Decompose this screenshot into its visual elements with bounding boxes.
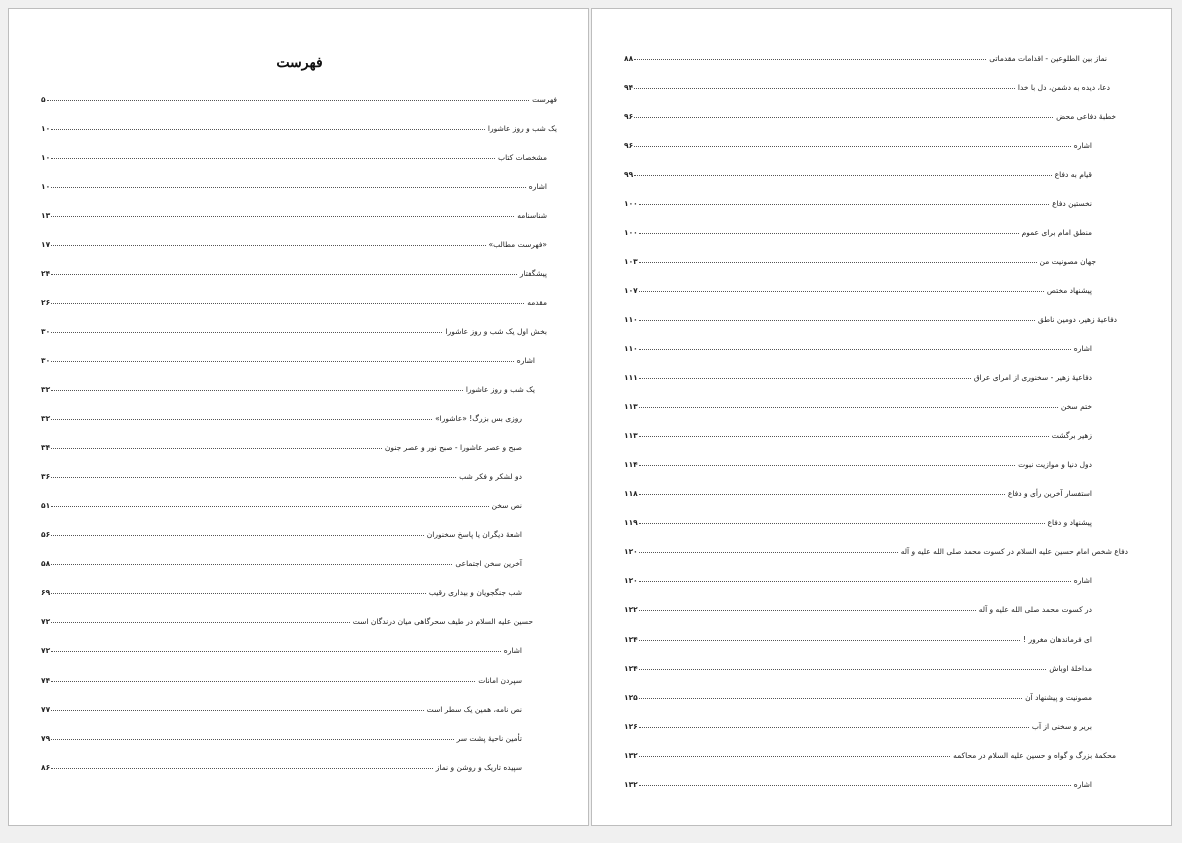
dot-leader xyxy=(639,378,971,379)
toc-entry xyxy=(624,109,1116,123)
dot-leader xyxy=(639,494,1005,495)
toc-entry-page-number: ۹۹ xyxy=(624,169,634,179)
toc-entry-title: سپیده تاریک و روشن و نماز xyxy=(435,762,522,772)
dot-leader xyxy=(639,233,1019,234)
toc-entry xyxy=(624,371,1092,385)
toc-entry-title: اشاره xyxy=(1073,779,1092,789)
dot-leader xyxy=(639,610,976,611)
toc-entry xyxy=(41,92,557,106)
toc-entry-title: نخستین دفاع xyxy=(1052,198,1092,208)
dot-leader xyxy=(639,320,1035,321)
right-page xyxy=(591,8,1172,826)
dot-leader xyxy=(639,640,1020,641)
toc-entry xyxy=(41,586,522,600)
toc-entry-title: یک شب و روز عاشورا xyxy=(487,123,557,133)
toc-entry xyxy=(41,731,522,745)
toc-entry-title: سپردن امانات xyxy=(478,675,522,685)
dot-leader xyxy=(639,756,950,757)
toc-entry xyxy=(624,661,1092,675)
toc-entry-title: اشاره xyxy=(1073,576,1092,586)
dot-leader xyxy=(51,129,485,130)
dot-leader xyxy=(51,419,432,420)
dot-leader xyxy=(51,681,475,682)
toc-entry-page-number: ۱۰۳ xyxy=(624,256,638,266)
dot-leader xyxy=(639,204,1049,205)
dot-leader xyxy=(639,669,1046,670)
toc-entry-page-number: ۱۷ xyxy=(41,239,51,249)
dot-leader xyxy=(51,448,382,449)
toc-entry xyxy=(624,80,1110,94)
toc-entry-page-number: ۵۶ xyxy=(41,530,51,540)
toc-entry-title: تأمین ناحیهٔ پشت سر xyxy=(456,733,522,743)
toc-entry xyxy=(624,196,1092,210)
toc-entry xyxy=(624,138,1092,152)
dot-leader xyxy=(51,710,423,711)
toc-entry-page-number: ۱۰ xyxy=(41,181,51,191)
toc-entry-page-number: ۱۱۹ xyxy=(624,518,638,528)
toc-entry xyxy=(41,644,522,658)
toc-entry-page-number: ۱۲۶ xyxy=(624,721,638,731)
toc-entry-page-number: ۸۶ xyxy=(41,762,51,772)
dot-leader xyxy=(634,59,986,60)
toc-entry-title: دول دنیا و موازیت نبوت xyxy=(1018,460,1092,470)
toc-entry-title: بخش اول یک شب و روز عاشورا xyxy=(445,326,547,336)
dot-leader xyxy=(634,146,1071,147)
toc-entry-title: نص نامه، همین یک سطر است xyxy=(426,704,522,714)
toc-entry-title: اشاره xyxy=(1073,344,1092,353)
page-title: فهرست xyxy=(276,55,323,71)
toc-entry xyxy=(41,353,535,367)
toc-entry xyxy=(41,324,547,338)
toc-entry-title: استفسار آخرین رأی و دفاع xyxy=(1007,489,1092,499)
toc-entry xyxy=(41,208,547,222)
toc-entry xyxy=(41,295,547,309)
toc-entry-title: اشاره xyxy=(528,181,547,191)
toc-entry-title: پیشنهاد مختص xyxy=(1046,285,1092,295)
toc-entry-title: پیشنهاد و دفاع xyxy=(1047,518,1092,528)
toc-entry-page-number: ۱۱۸ xyxy=(624,489,638,499)
dot-leader xyxy=(51,564,452,565)
toc-entry-page-number: ۳۲ xyxy=(41,414,51,424)
toc-entry-title: جهان مصونیت من xyxy=(1039,256,1096,266)
toc-entry xyxy=(624,225,1092,239)
toc-entry xyxy=(624,400,1092,414)
toc-entry-title: روزی بس بزرگ! «عاشورا» xyxy=(435,414,522,424)
toc-entry xyxy=(41,470,522,484)
dot-leader xyxy=(639,552,898,553)
dot-leader xyxy=(51,622,350,623)
toc-entry-title: ختم سخن xyxy=(1060,402,1092,412)
toc-entry xyxy=(624,429,1092,443)
toc-entry-page-number: ۱۲۵ xyxy=(624,692,638,702)
toc-entry-title: زهیر برگشت xyxy=(1051,431,1092,441)
toc-entry-page-number: ۱۳۲ xyxy=(624,779,638,789)
toc-entry-page-number: ۱۳ xyxy=(41,210,51,220)
toc-entry xyxy=(624,690,1092,704)
toc-entry-title: محکمهٔ بزرگ و گواه و حسین علیه السلام در محاکمه xyxy=(953,750,1116,760)
toc-entry-page-number: ۲۶ xyxy=(41,297,51,307)
toc-entry xyxy=(624,748,1116,762)
toc-entry-page-number: ۳۲ xyxy=(41,385,51,394)
toc-entry-title: خطبهٔ دفاعی محض xyxy=(1056,111,1116,121)
toc-entry-title: شب جنگجویان و بیداری رقیب xyxy=(428,588,522,598)
toc-entry-title: دعا، دیده به دشمن، دل با خدا xyxy=(1017,82,1110,92)
toc-entry-title: اشاره xyxy=(516,355,535,365)
toc-entry-page-number: ۱۲۰ xyxy=(624,576,638,586)
toc-entry-page-number: ۱۱۰ xyxy=(624,344,638,353)
dot-leader xyxy=(51,593,426,594)
toc-entry-title: مشخصات کتاب xyxy=(498,152,547,162)
toc-entry-title: «فهرست مطالب» xyxy=(488,239,547,249)
dot-leader xyxy=(639,436,1049,437)
toc-entry-title: اشاره xyxy=(503,646,522,656)
toc-entry-title: مقدمه xyxy=(527,297,547,307)
toc-entry xyxy=(624,51,1107,65)
toc-entry xyxy=(624,458,1092,472)
toc-entry xyxy=(624,632,1092,646)
toc-entry xyxy=(41,150,547,164)
dot-leader xyxy=(51,216,514,217)
toc-entry-page-number: ۹۴ xyxy=(624,82,634,92)
dot-leader xyxy=(639,785,1071,786)
toc-entry-title: نص سخن xyxy=(491,501,522,511)
dot-leader xyxy=(51,739,453,740)
dot-leader xyxy=(51,303,524,304)
toc-entry-title: دفاعیهٔ زهیر، دومین ناطق xyxy=(1037,314,1117,324)
toc-entry-page-number: ۱۰۰ xyxy=(624,198,638,208)
toc-entry-title: ای فرماندهان مغرور ! xyxy=(1023,634,1092,644)
toc-entry xyxy=(624,342,1092,356)
toc-entry-page-number: ۳۴ xyxy=(41,443,51,453)
dot-leader xyxy=(51,274,517,275)
dot-leader xyxy=(634,117,1053,118)
toc-entry xyxy=(624,574,1092,588)
toc-entry-title: مصونیت و پیشنهاد آن xyxy=(1025,692,1092,702)
toc-entry-title: آخرین سخن اجتماعی xyxy=(455,559,522,569)
toc-entry-page-number: ۲۴ xyxy=(41,268,51,278)
toc-entry xyxy=(624,254,1096,268)
dot-leader xyxy=(634,175,1052,176)
toc-entry-page-number: ۶۹ xyxy=(41,588,51,598)
toc-entry-page-number: ۱۰ xyxy=(41,152,51,162)
toc-entry-title: دو لشکر و فکر شب xyxy=(459,472,522,482)
dot-leader xyxy=(639,262,1037,263)
toc-entry-title: در کسوت محمد صلی الله علیه و آله xyxy=(978,605,1092,615)
toc-entry-page-number: ۹۶ xyxy=(624,140,634,150)
toc-entry-page-number: ۷۷ xyxy=(41,704,51,714)
toc-entry xyxy=(41,499,522,513)
toc-entry xyxy=(41,412,522,426)
toc-entry-page-number: ۱۲۴ xyxy=(624,663,638,673)
toc-entry xyxy=(41,760,522,774)
toc-entry-page-number: ۱۱۳ xyxy=(624,431,638,441)
toc-entry-page-number: ۱۲۲ xyxy=(624,605,638,615)
toc-entry xyxy=(41,121,557,135)
toc-entry-page-number: ۷۲ xyxy=(41,617,51,627)
toc-entry-page-number: ۳۰ xyxy=(41,355,51,365)
dot-leader xyxy=(51,245,485,246)
toc-entry-page-number: ۳۶ xyxy=(41,472,51,482)
dot-leader xyxy=(639,698,1022,699)
dot-leader xyxy=(51,768,433,769)
toc-entry xyxy=(624,283,1092,297)
toc-entry-page-number: ۳۰ xyxy=(41,326,51,336)
toc-entry xyxy=(624,312,1117,326)
toc-entry xyxy=(41,673,522,687)
toc-entry-title: دفاعیهٔ زهیر - سخنوری از امرای عراق xyxy=(973,373,1092,383)
dot-leader xyxy=(51,187,526,188)
dot-leader xyxy=(51,651,501,652)
dot-leader xyxy=(47,100,530,101)
toc-entry xyxy=(624,777,1092,791)
toc-entry-page-number: ۱۲۴ xyxy=(624,634,638,644)
toc-entry xyxy=(41,702,522,716)
toc-entry xyxy=(624,167,1092,181)
dot-leader xyxy=(51,332,442,333)
dot-leader xyxy=(639,291,1044,292)
toc-entry-page-number: ۱۱۳ xyxy=(624,402,638,412)
dot-leader xyxy=(639,349,1071,350)
toc-entry-page-number: ۱۳۲ xyxy=(624,750,638,760)
toc-entry-title: مداخلهٔ اوباش xyxy=(1049,663,1092,673)
toc-entry-page-number: ۵۸ xyxy=(41,559,51,569)
toc-entry-title: برير و سخنی از آب xyxy=(1031,721,1092,731)
toc-entry xyxy=(41,266,547,280)
toc-entry-page-number: ۵ xyxy=(41,94,46,104)
toc-entry-title: صبح و عصر عاشورا - صبح نور و عصر جنون xyxy=(384,443,522,453)
toc-entry-page-number: ۷۴ xyxy=(41,675,51,685)
toc-entry-page-number: ۹۶ xyxy=(624,111,634,121)
dot-leader xyxy=(639,407,1058,408)
left-page xyxy=(8,8,589,826)
toc-entry-title: یک شب و روز عاشورا xyxy=(465,385,535,394)
dot-leader xyxy=(51,535,424,536)
toc-entry-page-number: ۱۱۱ xyxy=(624,373,638,383)
toc-entry-title: دفاع شخص امام حسین علیه السلام در کسوت محمد صلی الله علیه و آله xyxy=(900,547,1128,557)
toc-entry-page-number: ۸۸ xyxy=(624,53,634,63)
toc-entry xyxy=(41,615,533,629)
toc-entry-page-number: ۱۰ xyxy=(41,123,51,133)
toc-entry xyxy=(624,603,1092,617)
toc-entry-title: پیشگفتار xyxy=(519,268,547,278)
dot-leader xyxy=(639,465,1015,466)
toc-entry xyxy=(41,237,547,251)
toc-entry-page-number: ۱۰۷ xyxy=(624,285,638,295)
toc-entry xyxy=(624,719,1092,733)
dot-leader xyxy=(51,506,488,507)
toc-entry-page-number: ۱۰۰ xyxy=(624,227,638,237)
toc-entry xyxy=(41,528,522,542)
toc-entry-title: اشاره xyxy=(1073,140,1092,150)
dot-leader xyxy=(639,727,1029,728)
dot-leader xyxy=(634,88,1015,89)
dot-leader xyxy=(51,390,463,391)
toc-entry xyxy=(624,516,1092,530)
toc-entry-title: اشعهٔ دیگران یا پاسخ سخنوران xyxy=(426,530,522,540)
toc-entry-title: فهرست xyxy=(532,94,557,104)
dot-leader xyxy=(639,581,1071,582)
toc-entry xyxy=(41,179,547,193)
toc-entry-page-number: ۱۱۴ xyxy=(624,460,638,470)
dot-leader xyxy=(51,361,514,362)
dot-leader xyxy=(639,523,1045,524)
toc-entry-title: منطق امام برای عموم xyxy=(1021,227,1092,237)
dot-leader xyxy=(51,477,456,478)
toc-entry xyxy=(41,441,522,455)
toc-entry-page-number: ۱۱۰ xyxy=(624,314,638,324)
toc-entry-page-number: ۵۱ xyxy=(41,501,51,511)
toc-entry-page-number: ۷۲ xyxy=(41,646,51,656)
dot-leader xyxy=(51,158,495,159)
toc-entry-title: نماز بین الطلوعین - اقدامات مقدماتی xyxy=(989,53,1107,63)
toc-entry-title: قیام به دفاع xyxy=(1054,169,1092,179)
toc-entry-title: شناسنامه xyxy=(517,210,547,220)
toc-entry xyxy=(624,487,1092,501)
toc-entry-page-number: ۷۹ xyxy=(41,733,51,743)
toc-entry xyxy=(624,545,1128,559)
toc-entry-page-number: ۱۲۰ xyxy=(624,547,638,557)
toc-entry xyxy=(41,383,535,397)
toc-entry-title: حسین علیه السلام در طیف سحرگاهی میان درندگان است xyxy=(352,617,533,627)
toc-entry xyxy=(41,557,522,571)
